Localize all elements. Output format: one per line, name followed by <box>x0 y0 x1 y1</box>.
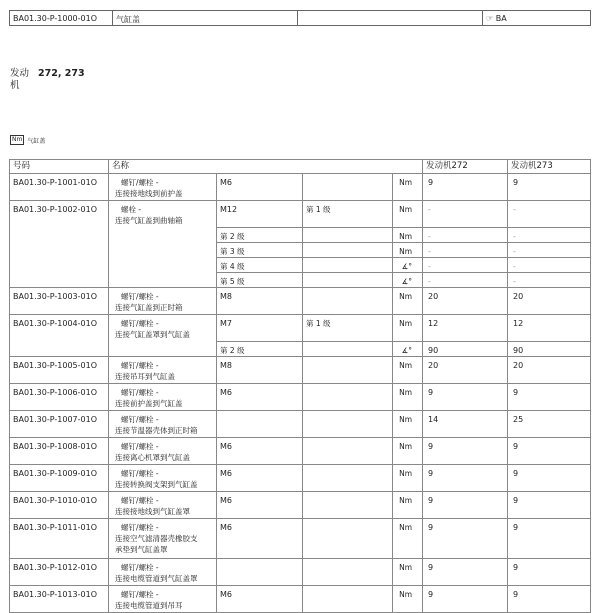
row-value-273: - <box>508 201 591 228</box>
row-value-273: 20 <box>508 288 591 315</box>
row-unit: Nm <box>393 586 423 613</box>
row-description <box>109 465 217 492</box>
header-code-col: 号码 <box>10 160 109 174</box>
description-line: 承垫到气缸盖罩 <box>115 545 168 554</box>
description-line: 连接接地线到前护盖 <box>115 189 183 198</box>
row-code: BA01.30-P-1010-01O <box>10 492 109 519</box>
description-line: 连接空气滤清器壳橡胶支 <box>115 534 198 543</box>
description-line: 连接吊耳到气缸盖 <box>115 372 175 381</box>
description-line: 螺栓 - <box>121 205 142 214</box>
row-description <box>109 384 217 411</box>
row-value-272: 90 <box>423 342 508 357</box>
description-line: 连接节温器壳体到正时箱 <box>115 426 198 435</box>
page-title <box>10 68 85 92</box>
header-code: BA01.30-P-1000-01O <box>10 11 113 25</box>
table-row <box>10 174 591 201</box>
description-line: 连接气缸盖到曲轴箱 <box>115 216 183 225</box>
title-label: 发动机 <box>10 68 30 91</box>
table-header-row <box>10 160 591 174</box>
row-code: BA01.30-P-1011-01O <box>10 519 109 559</box>
row-unit: Nm <box>393 228 423 243</box>
row-description <box>109 357 217 384</box>
row-spec: M6 <box>217 384 303 411</box>
row-unit: Nm <box>393 243 423 258</box>
row-stage <box>303 288 393 315</box>
row-value-272: - <box>423 273 508 288</box>
row-value-273: - <box>508 228 591 243</box>
row-stage <box>303 492 393 519</box>
row-value-273: 25 <box>508 411 591 438</box>
description-line: 螺钉/螺栓 - <box>121 292 159 301</box>
description-line: 螺钉/螺栓 - <box>121 590 159 599</box>
row-code: BA01.30-P-1012-01O <box>10 559 109 586</box>
row-description <box>109 288 217 315</box>
table-row <box>10 492 591 519</box>
row-value-273: 9 <box>508 438 591 465</box>
description-line: 螺钉/螺栓 - <box>121 178 159 187</box>
description-line: 螺钉/螺栓 - <box>121 523 159 532</box>
row-stage <box>303 228 393 243</box>
row-value-273: 9 <box>508 465 591 492</box>
row-value-273: 20 <box>508 357 591 384</box>
description-line: 连接前护盖到气缸盖 <box>115 399 183 408</box>
row-value-272: - <box>423 201 508 228</box>
row-value-273: 9 <box>508 586 591 613</box>
row-code: BA01.30-P-1005-01O <box>10 357 109 384</box>
row-value-273: 9 <box>508 384 591 411</box>
row-spec: M8 <box>217 357 303 384</box>
row-spec: M8 <box>217 288 303 315</box>
row-value-273: 9 <box>508 519 591 559</box>
row-description <box>109 519 217 559</box>
row-value-272: 14 <box>423 411 508 438</box>
table-row <box>10 465 591 492</box>
row-spec: M6 <box>217 438 303 465</box>
row-stage <box>303 243 393 258</box>
row-unit: Nm <box>393 288 423 315</box>
row-unit: ∡° <box>393 342 423 357</box>
description-line: 螺钉/螺栓 - <box>121 415 159 424</box>
row-unit: Nm <box>393 357 423 384</box>
row-spec: M6 <box>217 586 303 613</box>
row-value-272: 12 <box>423 315 508 342</box>
row-code: BA01.30-P-1003-01O <box>10 288 109 315</box>
row-value-273: - <box>508 243 591 258</box>
description-line: 连接电缆管道到吊耳 <box>115 601 183 610</box>
row-description <box>109 201 217 288</box>
row-value-272: 9 <box>423 559 508 586</box>
row-value-273: 90 <box>508 342 591 357</box>
row-value-273: 9 <box>508 174 591 201</box>
description-line: 螺钉/螺栓 - <box>121 388 159 397</box>
table-row <box>10 559 591 586</box>
torque-icon: Nm <box>12 136 23 143</box>
row-spec: 第 2 级 <box>217 342 303 357</box>
row-value-272: 9 <box>423 492 508 519</box>
row-unit: Nm <box>393 438 423 465</box>
row-stage <box>303 519 393 559</box>
row-spec: M12 <box>217 201 303 228</box>
row-value-273: 9 <box>508 492 591 519</box>
nm-section-text: 气缸盖 <box>27 137 46 145</box>
row-stage <box>303 586 393 613</box>
row-value-272: 9 <box>423 465 508 492</box>
row-spec: M6 <box>217 465 303 492</box>
row-spec: M6 <box>217 492 303 519</box>
header-empty-cell <box>298 11 483 25</box>
row-code: BA01.30-P-1006-01O <box>10 384 109 411</box>
row-stage <box>303 465 393 492</box>
header-ref[interactable] <box>483 11 590 25</box>
row-unit: Nm <box>393 201 423 228</box>
row-spec: 第 4 级 <box>217 258 303 273</box>
description-line: 螺钉/螺栓 - <box>121 319 159 328</box>
row-value-273: - <box>508 258 591 273</box>
header-273-col: 发动机273 <box>508 160 591 174</box>
row-value-272: 9 <box>423 519 508 559</box>
row-unit: ∡° <box>393 273 423 288</box>
description-line: 连接气缸盖到正时箱 <box>115 303 183 312</box>
row-stage <box>303 438 393 465</box>
row-description <box>109 559 217 586</box>
row-spec <box>217 411 303 438</box>
link-arrow-icon: ☞ <box>486 14 494 23</box>
row-code: BA01.30-P-1002-01O <box>10 201 109 288</box>
row-value-272: 9 <box>423 438 508 465</box>
row-value-272: 9 <box>423 384 508 411</box>
row-value-272: 9 <box>423 174 508 201</box>
description-line: 螺钉/螺栓 - <box>121 496 159 505</box>
row-unit: ∡° <box>393 258 423 273</box>
description-line: 螺钉/螺栓 - <box>121 469 159 478</box>
row-stage <box>303 174 393 201</box>
description-line: 螺钉/螺栓 - <box>121 361 159 370</box>
table-row <box>10 315 591 342</box>
header-272-col: 发动机272 <box>423 160 508 174</box>
row-stage <box>303 342 393 357</box>
header-name-col: 名称 <box>109 160 423 174</box>
row-stage <box>303 559 393 586</box>
row-unit: Nm <box>393 492 423 519</box>
nm-section-label <box>10 135 45 145</box>
row-value-272: - <box>423 258 508 273</box>
table-row <box>10 519 591 559</box>
row-stage: 第 1 级 <box>303 201 393 228</box>
row-value-273: - <box>508 273 591 288</box>
description-line: 螺钉/螺栓 - <box>121 563 159 572</box>
row-unit: Nm <box>393 315 423 342</box>
row-spec <box>217 559 303 586</box>
row-stage <box>303 384 393 411</box>
row-code: BA01.30-P-1004-01O <box>10 315 109 357</box>
row-unit: Nm <box>393 465 423 492</box>
table-row <box>10 586 591 613</box>
row-value-272: - <box>423 228 508 243</box>
row-unit: Nm <box>393 411 423 438</box>
row-code: BA01.30-P-1001-01O <box>10 174 109 201</box>
row-description <box>109 586 217 613</box>
header-title: 气缸盖 <box>113 11 298 25</box>
row-spec: 第 2 级 <box>217 228 303 243</box>
table-row <box>10 384 591 411</box>
row-description <box>109 174 217 201</box>
row-code: BA01.30-P-1013-01O <box>10 586 109 613</box>
document-header <box>9 10 591 26</box>
table-row <box>10 438 591 465</box>
row-stage: 第 1 级 <box>303 315 393 342</box>
title-models: 272, 273 <box>38 68 85 79</box>
description-line: 连接电缆管道到气缸盖罩 <box>115 574 198 583</box>
row-code: BA01.30-P-1009-01O <box>10 465 109 492</box>
row-unit: Nm <box>393 384 423 411</box>
row-description <box>109 492 217 519</box>
description-line: 连接气缸盖罩到气缸盖 <box>115 330 190 339</box>
row-code: BA01.30-P-1007-01O <box>10 411 109 438</box>
row-code: BA01.30-P-1008-01O <box>10 438 109 465</box>
row-value-272: 20 <box>423 357 508 384</box>
table-row <box>10 288 591 315</box>
header-ref-label: BA <box>495 14 507 23</box>
table-row <box>10 411 591 438</box>
row-spec: M6 <box>217 519 303 559</box>
row-stage <box>303 273 393 288</box>
row-value-273: 9 <box>508 559 591 586</box>
row-unit: Nm <box>393 519 423 559</box>
description-line: 连接离心机罩到气缸盖 <box>115 453 190 462</box>
row-value-272: 9 <box>423 586 508 613</box>
description-line: 连接接地线到气缸盖罩 <box>115 507 190 516</box>
torque-table <box>9 159 591 613</box>
row-spec: 第 3 级 <box>217 243 303 258</box>
row-spec: M6 <box>217 174 303 201</box>
row-unit: Nm <box>393 559 423 586</box>
row-stage <box>303 357 393 384</box>
row-stage <box>303 258 393 273</box>
description-line: 连接转换阀支架到气缸盖 <box>115 480 198 489</box>
row-description <box>109 411 217 438</box>
row-value-272: 20 <box>423 288 508 315</box>
table-row <box>10 357 591 384</box>
row-value-273: 12 <box>508 315 591 342</box>
row-description <box>109 438 217 465</box>
description-line: 螺钉/螺栓 - <box>121 442 159 451</box>
row-stage <box>303 411 393 438</box>
row-value-272: - <box>423 243 508 258</box>
row-unit: Nm <box>393 174 423 201</box>
table-row <box>10 201 591 228</box>
row-description <box>109 315 217 357</box>
row-spec: 第 5 级 <box>217 273 303 288</box>
row-spec: M7 <box>217 315 303 342</box>
